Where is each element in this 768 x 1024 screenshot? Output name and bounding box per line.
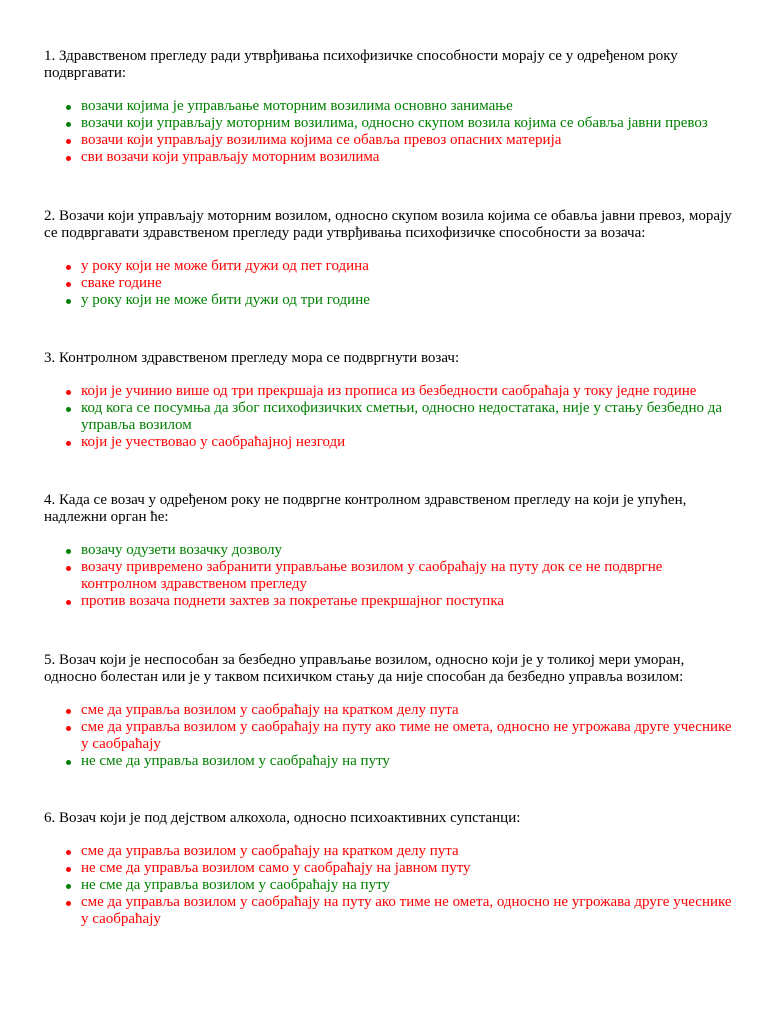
answer-list [44, 843, 734, 928]
answer-item: возачу одузети возачку дозволу [44, 542, 734, 559]
answer-list [44, 98, 734, 166]
answer-list [44, 383, 734, 451]
question-3 [44, 350, 734, 451]
answer-item: који је учинио више од три прекршаја из прописа из безбедности саобраћаја у току једне године [44, 383, 734, 400]
answer-item: возачи који управљају возилима којима се обавља превоз опасних материја [44, 132, 734, 149]
answer-item: сме да управља возилом у саобраћају на кратком делу пута [44, 702, 734, 719]
answer-item: у року који не може бити дужи од пет година [44, 258, 734, 275]
question-5 [44, 652, 734, 770]
answer-item: сви возачи који управљају моторним возилима [44, 149, 734, 166]
question-text: 2. Возачи који управљају моторним возилом, односно скупом возила којима се обавља јавни превоз, морају се подвргавати здравственом прегледу ради утврђивања психофизичке способности за возача: [44, 208, 732, 241]
answer-item: сме да управља возилом у саобраћају на кратком делу пута [44, 843, 734, 860]
answer-item: сме да управља возилом у саобраћају на путу ако тиме не омета, односно не угрожава друге учеснике у саобраћају [44, 719, 734, 753]
question-1 [44, 48, 734, 166]
answer-item: не сме да управља возилом у саобраћају на путу [44, 877, 734, 894]
answer-item: код кога се посумња да због психофизичких сметњи, односно недостатака, није у стању безбедно да управља возилом [44, 400, 734, 434]
question-6 [44, 810, 734, 928]
question-4 [44, 492, 734, 610]
answer-item: не сме да управља возилом само у саобраћају на јавном путу [44, 860, 734, 877]
answer-list [44, 258, 734, 309]
question-text: 6. Возач који је под дејством алкохола, односно психоактивних супстанци: [44, 810, 521, 826]
answer-item: возачу привремено забранити управљање возилом у саобраћају на путу док се не подвргне контролном здравственом прегледу [44, 559, 734, 593]
question-text: 1. Здравственом прегледу ради утврђивања психофизичке способности морају се у одређеном року подвргавати: [44, 48, 678, 81]
answer-item: сваке године [44, 275, 734, 292]
answer-item: не сме да управља возилом у саобраћају на путу [44, 753, 734, 770]
answer-item: возачи којима је управљање моторним возилима основно занимање [44, 98, 734, 115]
question-2 [44, 208, 734, 309]
answer-item: возачи који управљају моторним возилима, односно скупом возила којима се обавља јавни превоз [44, 115, 734, 132]
answer-item: који је учествовао у саобраћајној незгоди [44, 434, 734, 451]
question-text: 5. Возач који је неспособан за безбедно управљање возилом, односно који је у толикој мери уморан, односно болестан или је у таквом психичком стању да није способан да безбедно управља возилом: [44, 652, 685, 685]
answer-list [44, 542, 734, 610]
answer-item: сме да управља возилом у саобраћају на путу ако тиме не омета, односно не угрожава друге учеснике у саобраћају [44, 894, 734, 928]
answer-item: против возача поднети захтев за покретање прекршајног поступка [44, 593, 734, 610]
answer-item: у року који не може бити дужи од три године [44, 292, 734, 309]
answer-list [44, 702, 734, 770]
question-text: 3. Контролном здравственом прегледу мора се подвргнути возач: [44, 350, 460, 366]
question-text: 4. Када се возач у одређеном року не подвргне контролном здравственом прегледу на који је упућен, надлежни орган ће: [44, 492, 687, 525]
